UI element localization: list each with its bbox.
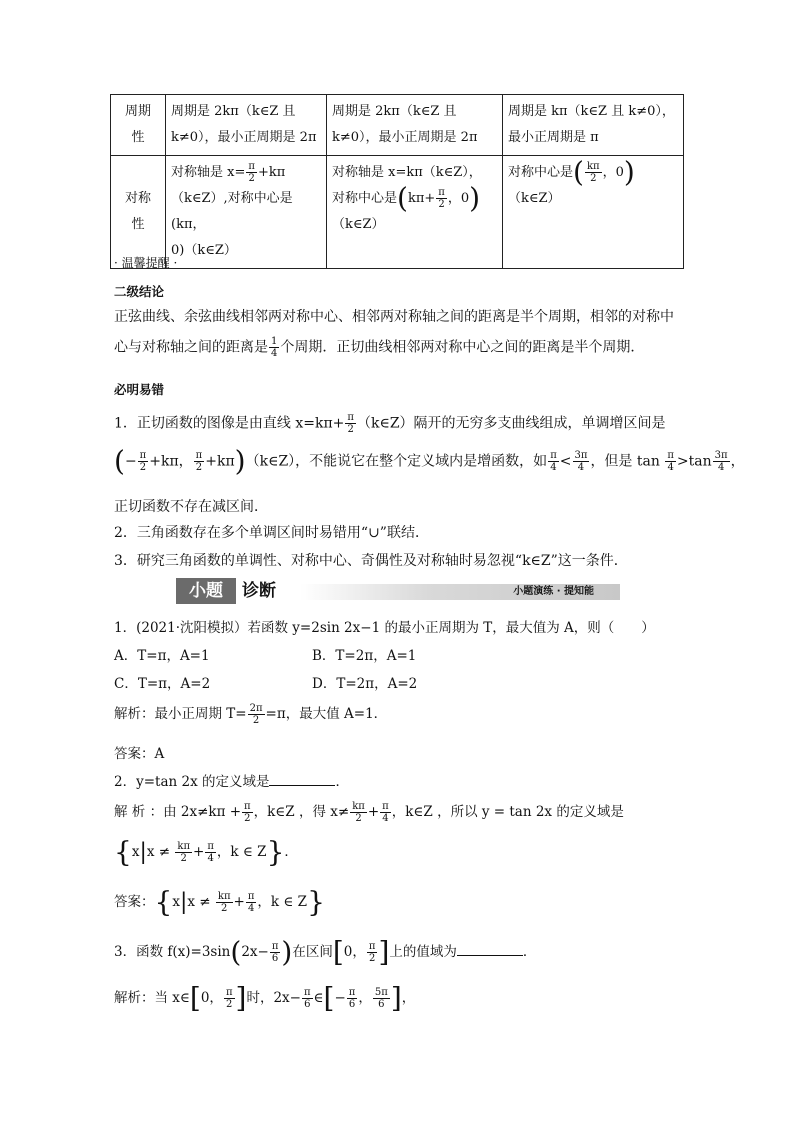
properties-table	[110, 94, 684, 269]
error-2: 2．三角函数存在多个单调区间时易错用“∪”联结．	[114, 525, 429, 541]
question-3: 3．函数 f(x)=3sin(2x− $\frac{\pi}{6}$ )在区间[0， $\frac{\pi}{2}$ ]上的值域为 ．	[114, 935, 537, 969]
row-head-period: 周期 性	[111, 95, 166, 156]
error-1-line-2: (− $\frac{\pi}{2}$ +kπ， $\frac{\pi}{2}$ +kπ)（k∈Z），不能说它在整个定义域内是增函数，如 $\frac{\pi}{4}$ < $\frac{3\pi}{4}$ ，但是 tan $\frac{\pi}{4}$ >tan $\frac{3\pi}{4}$ ，	[114, 444, 745, 478]
conclusion-line-2: 心与对称轴之间的距离是 $\frac{1}{4}$ 个周期．正切曲线相邻两对称中心之间的距离是半个周期．	[114, 336, 645, 359]
q1-option-b: B．T=2π，A=1	[312, 648, 417, 664]
q1-option-c: C．T=π，A=2	[114, 676, 211, 692]
banner-block: 小题	[176, 578, 236, 604]
q2-solution-line-1: 解 析 ：由 2x≠kπ + $\frac{\pi}{2}$ ，k∈Z ，得 x≠ $\frac{k\pi}{2}$ + $\frac{\pi}{4}$ ，k∈Z ，所以 y = tan 2x 的定义域是	[114, 801, 624, 824]
error-1-line-1: 1．正切函数的图像是由直线 x=kπ+ $\frac{\pi}{2}$ （k∈Z）隔开的无穷多支曲线组成，单调增区间是	[114, 412, 666, 435]
error-1-line-3: 正切函数不存在减区间．	[114, 499, 268, 515]
q1-solution: 解析：最小正周期 T= $\frac{2\pi}{2}$ =π，最大值 A=1．	[114, 703, 388, 726]
cell-cos-symmetry: 对称轴是 x=kπ（k∈Z）， 对称中心是(kπ+ $\frac{\pi}{2}$ ，0) （k∈Z）	[327, 156, 503, 269]
section-title-errors: 必明易错	[114, 382, 165, 397]
q2-answer: 答案：{x|x ≠ $\frac{k\pi}{2}$ + $\frac{\pi}{4}$ ，k ∈ Z}	[114, 885, 325, 919]
cell-cos-period: 周期是 2kπ（k∈Z 且 k≠0），最小正周期是 2π	[327, 95, 503, 156]
question-1: 1．(2021·沈阳模拟）若函数 y=2sin 2x−1 的最小正周期为 T，最大值为 A，则（ ）	[114, 620, 655, 636]
cell-tan-period: 周期是 kπ（k∈Z 且 k≠0），最小正周期是 π	[503, 95, 684, 156]
banner-word: 诊断	[242, 581, 276, 601]
banner-tag: 小题演练 · 提知能	[513, 586, 594, 597]
table-row	[111, 95, 684, 156]
q3-solution: 解析：当 x∈[0， $\frac{\pi}{2}$ ]时，2x− $\frac{\pi}{6}$ ∈[− $\frac{\pi}{6}$ ， $\frac{5\pi}{6}$ ]，	[114, 981, 416, 1015]
q1-answer: 答案：A	[114, 746, 165, 762]
cell-tan-symmetry: 对称中心是( $\frac{k\pi}{2}$ ，0)（k∈Z）	[503, 156, 684, 269]
section-title-conclusion: 二级结论	[114, 284, 165, 299]
error-3: 3．研究三角函数的单调性、对称中心、奇偶性及对称轴时易忽视“k∈Z”这一条件．	[114, 553, 628, 569]
table-row	[111, 156, 684, 269]
question-2: 2．y=tan 2x 的定义域是 ．	[114, 774, 349, 790]
q1-option-a: A．T=π，A=1	[114, 648, 210, 664]
answer-blank	[269, 773, 335, 786]
row-head-symmetry: 对称 性	[111, 156, 166, 269]
q2-solution-line-2: {x|x ≠ $\frac{k\pi}{2}$ + $\frac{\pi}{4}$ ，k ∈ Z}．	[114, 835, 298, 869]
answer-blank	[457, 943, 523, 956]
section-banner	[176, 578, 620, 604]
fraction: $\frac{\pi}{2}$	[248, 161, 255, 184]
cell-sin-period: 周期是 2kπ（k∈Z 且 k≠0），最小正周期是 2π	[166, 95, 327, 156]
tips-title: · 温馨提醒 ·	[114, 256, 178, 270]
q1-option-d: D．T=2π，A=2	[312, 676, 418, 692]
conclusion-line-1: 正弦曲线、余弦曲线相邻两对称中心、相邻两对称轴之间的距离是半个周期，相邻的对称中	[114, 309, 674, 325]
cell-sin-symmetry: 对称轴是 x= $\frac{\pi}{2}$ +kπ （k∈Z）,对称中心是(kπ， 0)（k∈Z）	[166, 156, 327, 269]
